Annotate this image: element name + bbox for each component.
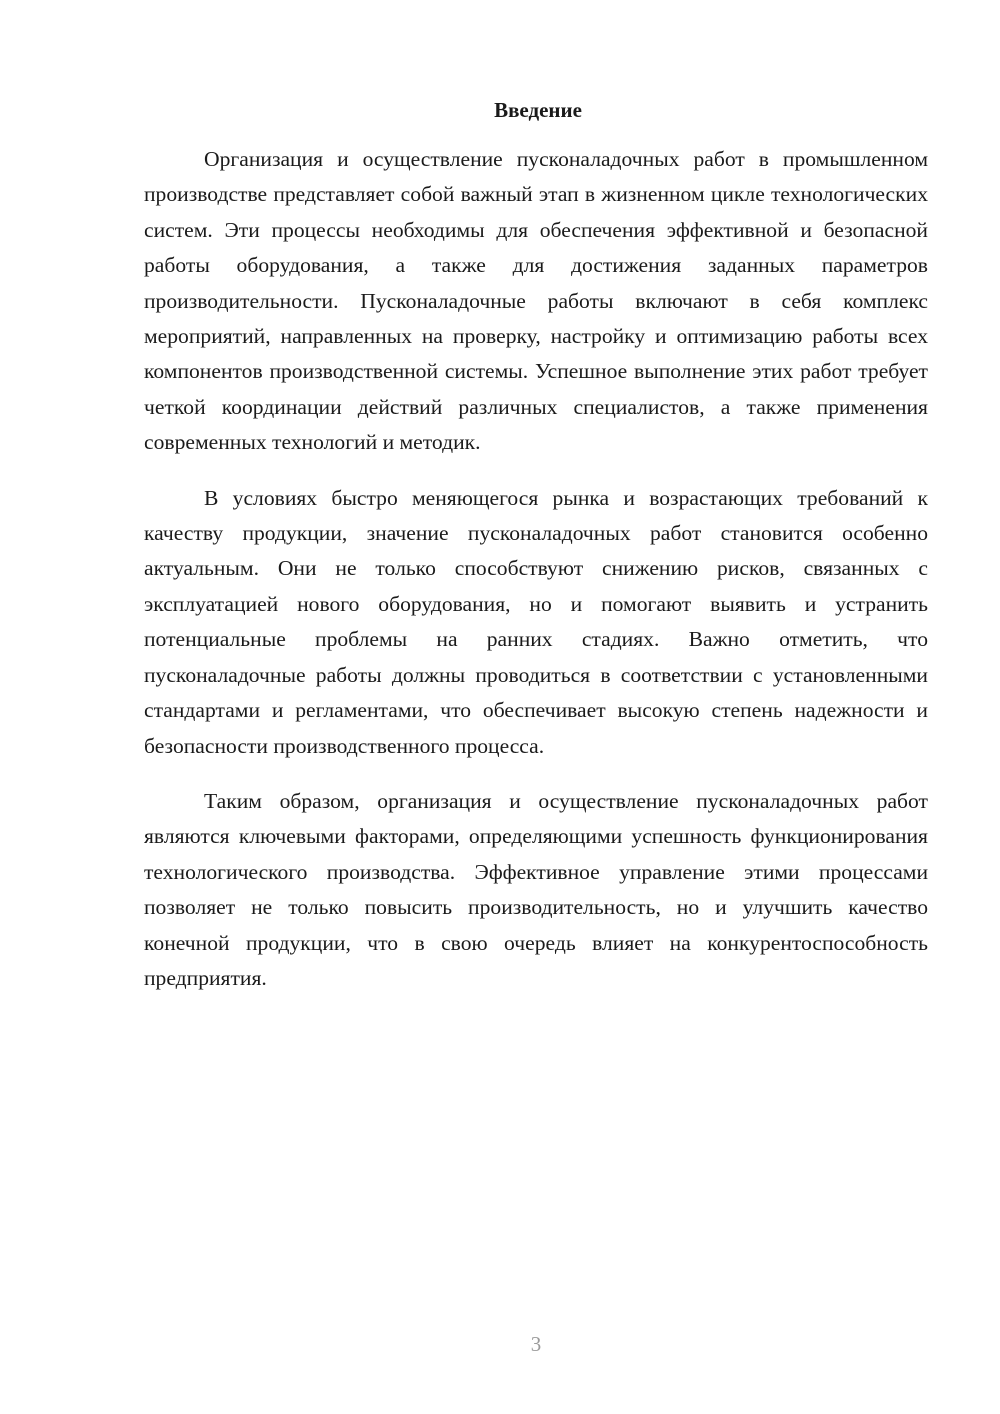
- paragraph-1: Организация и осуществление пусконаладочных работ в промышленном производстве представляет собой важный этап в жизненном цикле технологических систем. Эти процессы необходимы для обеспечения эффективной и безопасной работы оборудования, а также для достижения заданных параметров производительности. Пусконаладочные работы включают в себя комплекс мероприятий, направленных на проверку, настройку и оптимизацию работы всех компонентов производственной системы. Успешное выполнение этих работ требует четкой координации действий различных специалистов, а также применения современных технологий и методик.: [144, 147, 928, 455]
- section-title: Введение: [494, 98, 582, 122]
- paragraph-2: В условиях быстро меняющегося рынка и возрастающих требований к качеству продукции, значение пусконаладочных работ становится особенно актуальным. Они не только способствуют снижению рисков, связанных с эксплуатацией нового оборудования, но и помогают выявить и устранить потенциальные проблемы на ранних стадиях. Важно отметить, что пусконаладочные работы должны проводиться в соответствии с установленными стандартами и регламентами, что обеспечивает высокую степень надежности и безопасности производственного процесса.: [144, 485, 928, 758]
- page-content: [144, 92, 928, 1016]
- paragraph-3: Таким образом, организация и осуществление пусконаладочных работ являются ключевыми факторами, определяющими успешность функционирования технологического производства. Эффективное управление этими процессами позволяет не только повысить производительность, но и улучшить качество конечной продукции, что в свою очередь влияет на конкурентоспособность предприятия.: [144, 788, 928, 990]
- page-number: 3: [530, 1332, 542, 1356]
